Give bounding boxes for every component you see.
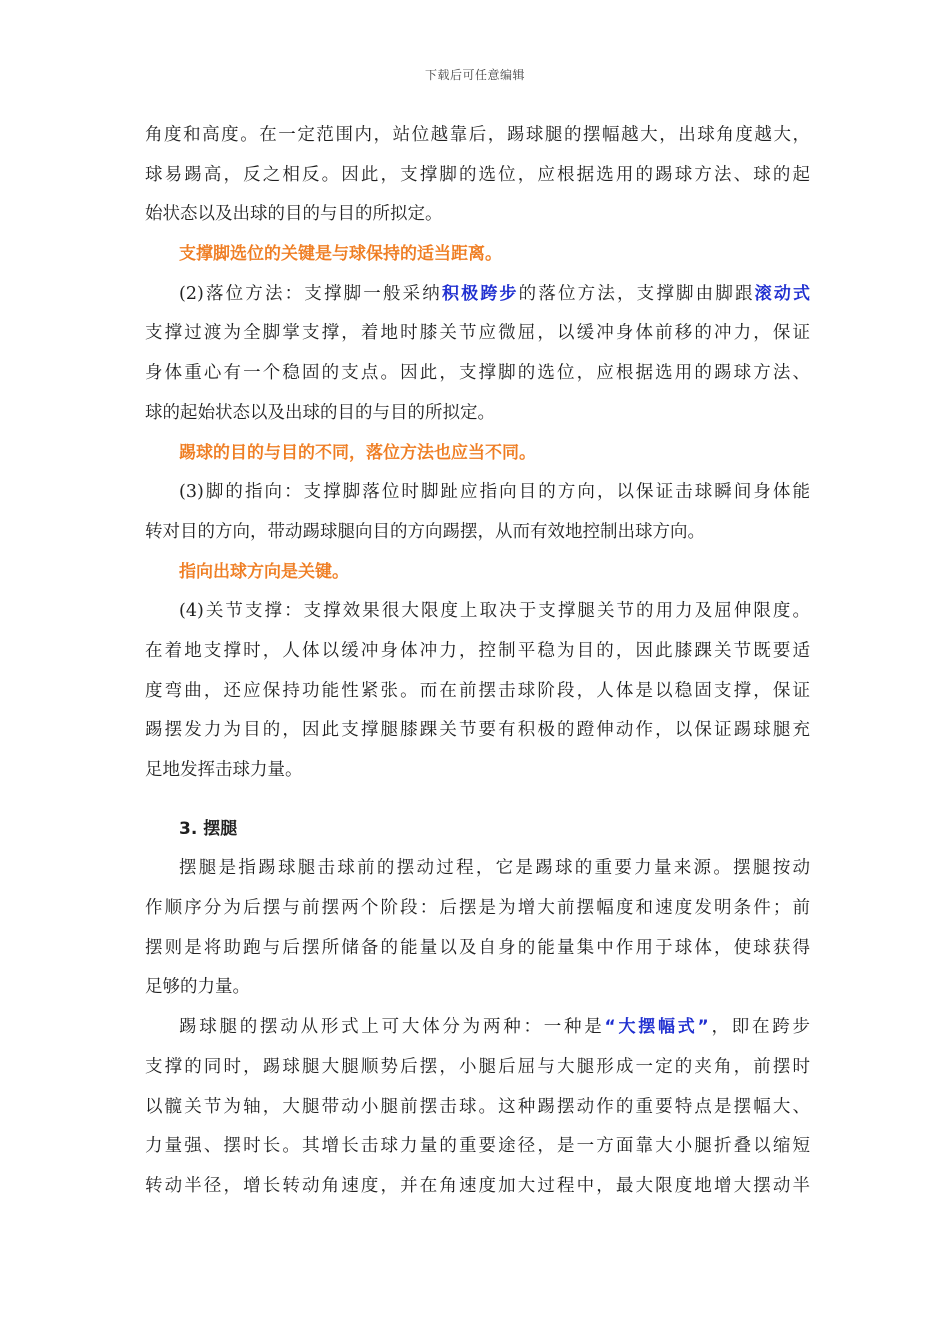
paragraph-line: 摆则是将助跑与后摆所储备的能量以及自身的能量集中作用于球体，使球获得 [145, 937, 810, 958]
text-run: 踢球腿的摆动从形式上可大体分为两种：一种是 [179, 1017, 605, 1038]
paragraph-line: 以髋关节为轴，大腿带动小腿前摆击球。这种踢摆动作的重要特点是摆幅大、 [145, 1096, 810, 1117]
text-run: ，即在跨步 [708, 1017, 811, 1038]
key-point-text: 支撑脚选位的关键是与球保持的适当距离。 [179, 244, 502, 265]
paragraph-line: 在着地支撑时，人体以缓冲身体冲力，控制平稳为目的，因此膝踝关节既要适 [145, 640, 810, 661]
key-point-2 [145, 434, 810, 474]
spacer [145, 791, 810, 810]
paragraph-line: 球的起始状态以及出球的目的与目的所拟定。 [145, 402, 495, 423]
paragraph-line: 支撑的同时，踢球腿大腿顺势后摆，小腿后屈与大腿形成一定的夹角，前摆时 [145, 1056, 810, 1077]
paragraph-line: 球易踢高，反之相反。因此，支撑脚的选位，应根据选用的踢球方法、球的起 [145, 164, 810, 185]
paragraph-line [145, 275, 810, 315]
text-run: 的落位方法，支撑脚由脚跟 [518, 283, 755, 304]
paragraph-line: 角度和高度。在一定范围内，站位越靠后，踢球腿的摆幅越大，出球角度越大， [145, 125, 810, 145]
key-point-text: 指向出球方向是关键。 [179, 561, 349, 582]
key-point-3 [145, 553, 810, 593]
paragraph-line: 支撑过渡为全脚掌支撑，着地时膝关节应微屈，以缓冲身体前移的冲力，保证 [145, 323, 810, 344]
paragraph-line: 度弯曲，还应保持功能性紧张。而在前摆击球阶段，人体是以稳固支撑，保证 [145, 680, 810, 701]
highlight-term: 积极跨步 [441, 283, 519, 304]
section-heading: 3. 摆腿 [179, 818, 238, 839]
document-body [145, 116, 810, 1207]
paragraph-line: 踢摆发力为目的，因此支撑腿膝踝关节要有积极的蹬伸动作，以保证踢球腿充 [145, 720, 810, 741]
paragraph-line: (3)脚的指向：支撑脚落位时脚趾应指向目的方向，以保证击球瞬间身体能 [179, 482, 810, 503]
paragraph-line [145, 1008, 810, 1048]
paragraph-line: 摆腿是指踢球腿击球前的摆动过程，它是踢球的重要力量来源。摆腿按动 [179, 858, 810, 879]
paragraph-line: 足地发挥击球力量。 [145, 760, 303, 780]
page-header: 下载后可任意编辑 [424, 68, 525, 82]
paragraph-line: 始状态以及出球的目的与目的所拟定。 [145, 204, 443, 225]
paragraph-line: 作顺序分为后摆与前摆两个阶段：后摆是为增大前摆幅度和速度发明条件；前 [145, 898, 810, 919]
text-run: (2)落位方法：支撑脚一般采纳 [179, 283, 442, 304]
highlight-term: 滚动式 [754, 283, 811, 304]
paragraph-line: 转动半径，增长转动角速度，并在角速度加大过程中，最大限度地增大摆动半 [145, 1175, 810, 1196]
key-point-text: 踢球的目的与目的不同，落位方法也应当不同。 [179, 442, 536, 463]
paragraph-line: 足够的力量。 [145, 977, 250, 998]
key-point-1 [145, 235, 810, 275]
highlight-term: “大摆幅式” [604, 1017, 709, 1038]
paragraph-line: 力量强、摆时长。其增长击球力量的重要途径，是一方面靠大小腿折叠以缩短 [145, 1136, 810, 1157]
paragraph-line: (4)关节支撑：支撑效果很大限度上取决于支撑腿关节的用力及屈伸限度。 [179, 601, 810, 622]
paragraph-line: 身体重心有一个稳固的支点。因此，支撑脚的选位，应根据选用的踢球方法、 [145, 363, 810, 384]
paragraph-line: 转对目的方向，带动踢球腿向目的方向踢摆，从而有效地控制出球方向。 [145, 521, 705, 542]
